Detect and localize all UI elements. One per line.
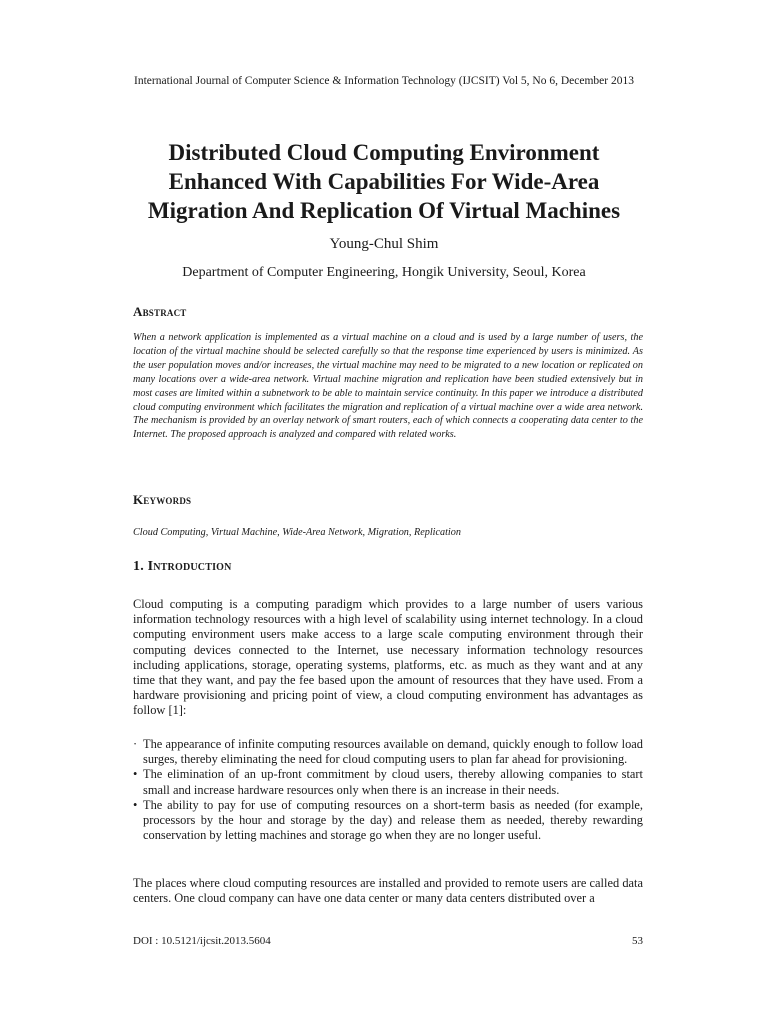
bullet-icon: •	[133, 797, 138, 812]
abstract-heading: Abstract	[133, 304, 187, 319]
introduction-paragraph-2: The places where cloud computing resources are installed and provided to remote users are called data centers. One cloud company can have one data center or many data centers distributed over a	[133, 876, 643, 906]
author-affiliation: Department of Computer Engineering, Hongik University, Seoul, Korea	[182, 265, 586, 280]
doi-footer: DOI : 10.5121/ijcsit.2013.5604	[133, 935, 271, 947]
keywords-text: Cloud Computing, Virtual Machine, Wide-Area Network, Migration, Replication	[133, 527, 461, 538]
bullet-icon: •	[133, 767, 138, 782]
list-item-text: The elimination of an up-front commitment by cloud users, thereby allowing companies to start small and increase hardware resources only when there is an increase in their needs.	[143, 767, 643, 797]
introduction-paragraph-1: Cloud computing is a computing paradigm which provides to a large number of users various information technology resources with a high level of scalability using internet technology. In a cloud computing environment users make access to a large scale computing environment through their computing devices connected to the Internet, use necessary information technology resources including applications, storage, operating systems, platforms, etc. as much as they want and at any time that they want, and pay the fee based upon the amount of resources that they have used. From a hardware provisioning and pricing point of view, a cloud computing environment has advantages as follow [1]:	[133, 597, 643, 718]
bullet-icon: ·	[133, 737, 138, 751]
list-item	[133, 737, 643, 767]
paper-title	[100, 138, 668, 225]
list-item	[133, 798, 643, 844]
title-line: Migration And Replication Of Virtual Machines	[147, 198, 621, 223]
keywords-heading: Keywords	[133, 492, 192, 507]
list-item-text: The ability to pay for use of computing resources on a short-term basis as needed (for example, processors by the hour and storage by the day) and release them as needed, thereby rewarding conservation by letting machines and storage go when they are no longer useful.	[143, 797, 643, 843]
title-line: Enhanced With Capabilities For Wide-Area	[168, 169, 600, 194]
author-name: Young-Chul Shim	[329, 236, 439, 252]
list-item	[133, 767, 643, 797]
abstract-text: When a network application is implemented as a virtual machine on a cloud and is used by a large number of users, the location of the virtual machine should be selected carefully so that the response time experienced by users is minimized. As the user population moves and/or increases, the virtual machine may need to be migrated to a new location or replicated on many locations over a wide-area network. Virtual machine migration and replication have been studied extensively but in most cases are limited within a subnetwork to be able to maintain service continuity. In this paper we introduce a distributed cloud computing environment which facilitates the migration and replication of a virtual machine over a wide area network. The mechanism is provided by an overlay network of smart routers, each of which connects a cooperating data center to the Internet. The proposed approach is analyzed and compared with related works.	[133, 332, 643, 441]
introduction-heading: 1. Introduction	[133, 559, 232, 574]
title-line: Distributed Cloud Computing Environment	[168, 140, 600, 165]
journal-header: International Journal of Computer Science & Information Technology (IJCSIT) Vol 5, No 6, December 2013	[134, 75, 634, 87]
list-item-text: The appearance of infinite computing resources available on demand, quickly enough to follow load surges, thereby eliminating the need for cloud computing users to plan far ahead for provisioning.	[143, 737, 643, 767]
advantages-list	[133, 737, 643, 843]
page-number: 53	[632, 935, 643, 947]
